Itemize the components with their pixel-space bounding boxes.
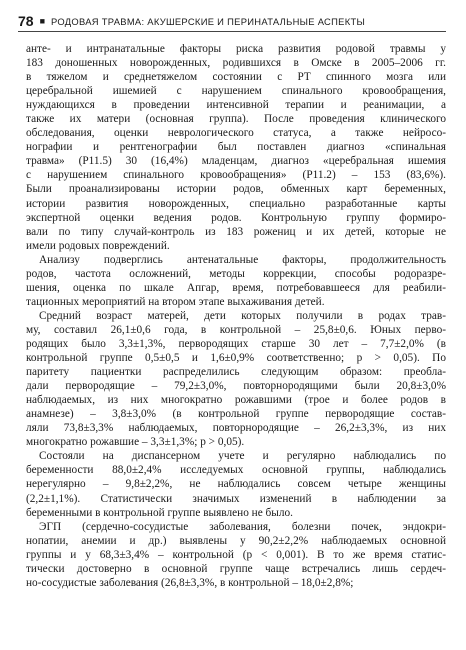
text-line: шения, оценка по шкале Апгар, время, потребовавшееся для реабили- xyxy=(26,281,446,294)
text-line: тически достоверно в основной группе чаще встречались лишь сердеч- xyxy=(26,562,446,575)
text-line: многократно рожавшие – 3,3±1,3%; p > 0,05). xyxy=(26,436,245,449)
text-line: также их матери (основная группа). После проведения клинического xyxy=(26,113,446,126)
paragraph xyxy=(26,449,446,519)
text-line: нопатии, анемии и др.) выявлены у 90,2±2,2% наблюдаемых основной xyxy=(26,534,446,547)
text-line: травма» (Р11.5) 30 (16,4%) младенцам, диагноз «церебральная ишемия xyxy=(26,155,446,168)
text-line: беременности 88,0±2,4% исследуемых основной группы, наблюдались xyxy=(26,464,446,477)
text-line: анте- и интранатальные факторы риска развития родовой травмы у xyxy=(26,43,446,55)
paragraph xyxy=(26,253,446,309)
text-line: нерегулярно – 9,8±2,2%, не наблюдались совсем четыре женщины xyxy=(26,478,446,491)
text-line: в тяжелом и среднетяжелом состоянии с РТ спинного мозга или xyxy=(26,71,446,84)
text-line: му, составил 26,1±0,6 года, в контрольной – 25,8±0,6. Юных перво- xyxy=(26,323,446,336)
text-line: Средний возраст матерей, дети которых получили в родах трав- xyxy=(39,309,446,322)
text-line: дали первородящие – 79,2±3,0%, повторнородящими были 20,8±3,0% xyxy=(26,380,446,393)
page-number: 78 xyxy=(18,13,34,29)
bullet-icon: ■ xyxy=(39,16,46,26)
text-line: церебральной ишемией с нарушением спинального кровообращения, xyxy=(26,85,446,98)
text-line: Были проанализированы истории родов, обменных карт беременных, xyxy=(26,183,446,196)
text-line: имели родовых повреждений. xyxy=(26,239,170,252)
text-line: тационных мероприятий на втором этапе выхаживания детей. xyxy=(26,295,325,308)
text-line: группы и у 68,3±3,4% – контрольной (p < 0,001). В то же время статис- xyxy=(26,548,446,561)
text-line: нуждающихся в проведении интенсивной терапии и реанимации, а xyxy=(26,99,446,112)
text-line: Состояли на диспансерном учете и регулярно наблюдались по xyxy=(39,450,446,463)
text-line: экспертной оценки ведения родов. Контрольную группу формиро- xyxy=(26,211,446,224)
text-line: обследования, оценки неврологического статуса, а также нейросо- xyxy=(26,127,446,140)
text-line: с нарушением спинального кровообращения» (Р11.2) – 153 (83,6%). xyxy=(26,169,446,182)
text-line: ляли 73,8±3,3% наблюдаемых, повторнородящие – 26,2±3,3%, из них xyxy=(26,422,446,435)
text-line: паритету пациентки распределились следующим образом: преобла- xyxy=(26,366,446,379)
text-line: вали по типу случай-контроль из 183 рожениц и их детей, которые не xyxy=(26,225,446,238)
running-head: РОДОВАЯ ТРАВМА: АКУШЕРСКИЕ И ПЕРИНАТАЛЬНЫЕ АСПЕКТЫ xyxy=(51,15,366,27)
text-line: наблюдаемых, из них многократно рожавшими (трое и более родов в xyxy=(26,394,446,407)
text-line: но-сосудистые заболевания (26,8±3,3%, в контрольной – 18,0±2,8%; xyxy=(26,576,354,589)
text-line: родящих было 3,3±1,3%, первородящих старше 30 лет – 7,7±2,0% (в xyxy=(26,337,446,350)
text-line: ЭГП (сердечно-сосудистые заболевания, болезни почек, эндокри- xyxy=(39,520,446,533)
text-line: Анализу подверглись антенатальные факторы, продолжительность xyxy=(39,253,446,266)
page-header xyxy=(18,12,448,30)
body-text xyxy=(26,42,446,590)
text-line: контрольной группе 0,5±0,5 и 1,6±0,9% соответственно; p > 0,05). По xyxy=(26,352,446,365)
paragraph xyxy=(26,42,446,253)
text-line: нографии и рентгенографии был поставлен диагноз «спинальная xyxy=(26,141,446,154)
header-rule xyxy=(18,31,446,32)
text-line: родов, частота осложнений, методы коррекции, способы родоразре- xyxy=(26,267,446,280)
text-line: истории развития новорожденных, специально разработанные карты xyxy=(26,197,446,210)
paragraph xyxy=(26,520,446,590)
text-line: (2,2±1,1%). Статистически значимых изменений в наблюдении за xyxy=(26,492,446,505)
text-line: беременными в контрольной группе выявлено не было. xyxy=(26,506,293,519)
text-line: анамнезе) – 3,8±3,0% (в контрольной группе первородящие состав- xyxy=(26,408,446,421)
paragraph xyxy=(26,309,446,449)
text-line: 183 доношенных новорожденных, родившихся в Омске в 2005–2006 гг. xyxy=(26,57,446,70)
